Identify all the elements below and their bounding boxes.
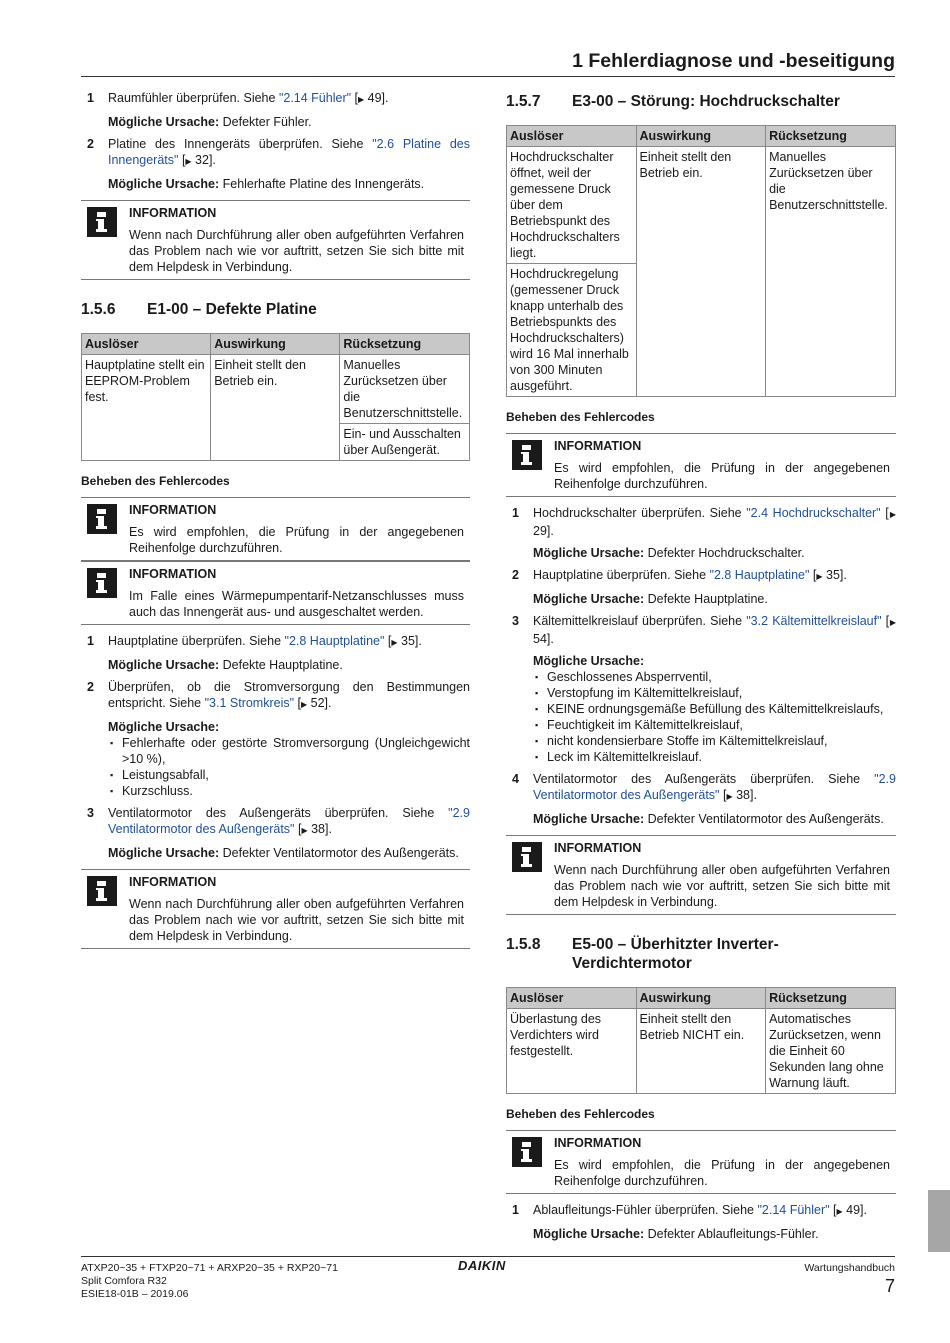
- page-ref: 35].: [822, 568, 847, 582]
- section-title: E5-00 – Überhitzter Inverter-Verdichtermotor: [572, 936, 779, 972]
- table-cell-reset: Manuelles Zurücksetzen über die Benutzerschnittstelle.: [766, 147, 896, 397]
- information-box: [506, 1130, 896, 1194]
- cross-reference-link[interactable]: "2.14 Fühler": [278, 91, 352, 105]
- information-text: Wenn nach Durchführung aller oben aufgeführten Verfahren das Problem nach wie vor auftritt, setzen Sie sich bitte mit dem Helpdesk in Verbindung.: [554, 863, 890, 909]
- step-text: Hauptplatine überprüfen. Siehe: [533, 568, 710, 582]
- page-arrow-icon: ▶: [726, 792, 733, 801]
- right-column: [506, 90, 896, 1248]
- page-ref: 49].: [364, 91, 389, 105]
- information-box: [81, 200, 470, 280]
- step-text: Hochdruckschalter überprüfen. Siehe: [533, 506, 747, 520]
- step-number: 4: [512, 772, 519, 786]
- information-box: [506, 835, 896, 915]
- list-item: ▪ Verstopfung im Kältemittelkreislauf,: [533, 685, 896, 701]
- cause-text: Defekter Ventilatormotor des Außengeräts.: [219, 846, 459, 860]
- step-number: 1: [87, 634, 94, 648]
- table-header: Auswirkung: [211, 334, 340, 355]
- cause-text: Defekter Fühler.: [219, 115, 312, 129]
- step-text: Hauptplatine überprüfen. Siehe: [108, 634, 285, 648]
- cross-reference-link[interactable]: "2.9 Ventilatormotor des Außengeräts": [108, 806, 470, 836]
- table-cell-trigger: Hochdruckschalter öffnet, weil der gemessene Druck über dem Betriebspunkt des Hochdruckschalters liegt.: [507, 147, 637, 264]
- cause-list: [533, 669, 896, 765]
- page-header-title: 1 Fehlerdiagnose und -beseitigung: [572, 50, 895, 72]
- cause-text: Defekte Hauptplatine.: [219, 658, 343, 672]
- step-text: Kältemittelkreislauf überprüfen. Siehe: [533, 614, 747, 628]
- cause-label: Mögliche Ursache:: [533, 592, 645, 606]
- step-item: 1 Hauptplatine überprüfen. Siehe "2.8 Hauptplatine" [▶ 35]. Mögliche Ursache: Defekte Hauptplatine.: [81, 633, 470, 673]
- cross-reference-link[interactable]: "2.4 Hochdruckschalter": [746, 506, 881, 520]
- list-item: ▪ Geschlossenes Absperrventil,: [533, 669, 896, 685]
- page-arrow-icon: ▶: [301, 826, 308, 835]
- cause-label: Mögliche Ursache:: [533, 812, 645, 826]
- page-number: 7: [884, 1276, 895, 1296]
- information-title: INFORMATION: [554, 841, 642, 855]
- step-item: 1 Raumfühler überprüfen. Siehe "2.14 Fühler" [▶ 49]. Mögliche Ursache: Defekter Fühler.: [81, 90, 470, 130]
- list-item: ▪ Kurzschluss.: [108, 783, 470, 799]
- information-title: INFORMATION: [129, 567, 217, 581]
- page-ref: 32].: [191, 153, 216, 167]
- step-item: 4 Ventilatormotor des Außengeräts überprüfen. Siehe "2.9 Ventilatormotor des Außengeräts" [▶ 38]. Mögliche Ursache: Defekter Ventilatormotor des Außengeräts.: [506, 771, 896, 827]
- section-number: 1.5.6: [81, 301, 116, 318]
- step-item: 1 Ablaufleitungs-Fühler überprüfen. Siehe "2.14 Fühler" [▶ 49]. Mögliche Ursache: Defekter Ablaufleitungs-Fühler.: [506, 1202, 896, 1242]
- cause-text: Defekter Hochdruckschalter.: [644, 546, 805, 560]
- cross-reference-link[interactable]: "2.6 Platine des Innengeräts": [108, 137, 470, 167]
- cause-label: Mögliche Ursache:: [108, 115, 220, 129]
- table-header: Auslöser: [507, 126, 637, 147]
- information-title: INFORMATION: [129, 206, 217, 220]
- daikin-logo: DAIKIN: [458, 1258, 506, 1273]
- table-header: Auswirkung: [636, 126, 766, 147]
- information-text: Wenn nach Durchführung aller oben aufgeführten Verfahren das Problem nach wie vor auftritt, setzen Sie sich bitte mit dem Helpdesk in Verbindung.: [129, 897, 464, 943]
- cross-reference-link[interactable]: "2.8 Hauptplatine": [709, 568, 810, 582]
- page-arrow-icon: ▶: [185, 157, 192, 166]
- page-arrow-icon: ▶: [836, 1207, 843, 1216]
- page-ref: 38].: [732, 788, 757, 802]
- page-ref: 29].: [533, 524, 554, 538]
- footer-document-info: [81, 1262, 338, 1301]
- cross-reference-link[interactable]: "2.14 Fühler": [757, 1203, 830, 1217]
- information-box: [506, 433, 896, 497]
- footer-doc-id: ESIE18-01B – 2019.06: [81, 1288, 189, 1300]
- page-arrow-icon: ▶: [301, 700, 308, 709]
- information-text: Wenn nach Durchführung aller oben aufgeführten Verfahren das Problem nach wie vor auftritt, setzen Sie sich bitte mit dem Helpdesk in Verbindung.: [129, 228, 464, 274]
- information-text: Im Falle eines Wärmepumpentarif-Netzanschlusses muss auch das Innengerät aus- und ausgeschaltet werden.: [129, 589, 464, 619]
- information-icon: [87, 568, 117, 598]
- section-number: 1.5.8: [506, 936, 541, 953]
- error-table: [506, 987, 896, 1094]
- table-cell-reset: Automatisches Zurücksetzen, wenn die Einheit 60 Sekunden lang ohne Warnung läuft.: [766, 1009, 896, 1094]
- footer-divider: [81, 1256, 895, 1257]
- cross-reference-link[interactable]: "3.2 Kältemittelkreislauf": [746, 614, 882, 628]
- table-cell-reset: Manuelles Zurücksetzen über die Benutzerschnittstelle.: [340, 355, 470, 424]
- step-item: 1 Hochdruckschalter überprüfen. Siehe "2.4 Hochdruckschalter" [▶ 29]. Mögliche Ursache: Defekter Hochdruckschalter.: [506, 505, 896, 561]
- table-header: Rücksetzung: [766, 126, 896, 147]
- section-heading: [506, 935, 896, 973]
- step-text: Ventilatormotor des Außengeräts überprüfen. Siehe: [533, 772, 875, 786]
- cause-label: Mögliche Ursache:: [533, 1227, 645, 1241]
- cause-label: Mögliche Ursache:: [533, 546, 645, 560]
- step-text: Ablaufleitungs-Fühler überprüfen. Siehe: [533, 1203, 758, 1217]
- error-table: [81, 333, 470, 461]
- table-header: Auswirkung: [636, 988, 766, 1009]
- information-icon: [512, 842, 542, 872]
- information-title: INFORMATION: [129, 503, 217, 517]
- list-item: ▪ KEINE ordnungsgemäße Befüllung des Kältemittelkreislaufs,: [533, 701, 896, 717]
- step-item: 2 Platine des Innengeräts überprüfen. Siehe "2.6 Platine des Innengeräts" [▶ 32]. Mögliche Ursache: Fehlerhafte Platine des Innengeräts.: [81, 136, 470, 192]
- table-header: Auslöser: [507, 988, 637, 1009]
- footer-models: ATXP20~35 + FTXP20~71 + ARXP20~35 + RXP20~71: [81, 1262, 338, 1274]
- information-icon: [87, 876, 117, 906]
- step-number: 1: [512, 506, 519, 520]
- page-arrow-icon: ▶: [889, 618, 896, 627]
- information-text: Es wird empfohlen, die Prüfung in der angegebenen Reihenfolge durchzuführen.: [554, 1158, 890, 1188]
- information-icon: [87, 207, 117, 237]
- table-cell-effect: Einheit stellt den Betrieb NICHT ein.: [636, 1009, 766, 1094]
- table-cell-effect: Einheit stellt den Betrieb ein.: [211, 355, 340, 461]
- step-text: Raumfühler überprüfen. Siehe: [108, 91, 279, 105]
- step-number: 2: [87, 137, 94, 151]
- section-number: 1.5.7: [506, 93, 541, 110]
- information-title: INFORMATION: [129, 875, 217, 889]
- list-item: ▪ Leistungsabfall,: [108, 767, 470, 783]
- cause-text: Fehlerhafte Platine des Innengeräts.: [219, 177, 425, 191]
- section-title: E1-00 – Defekte Platine: [147, 301, 317, 318]
- cross-reference-link[interactable]: "2.8 Hauptplatine": [284, 634, 385, 648]
- list-item: ▪ Leck im Kältemittelkreislauf.: [533, 749, 896, 765]
- information-icon: [87, 504, 117, 534]
- page-ref: 52].: [307, 696, 332, 710]
- information-text: Es wird empfohlen, die Prüfung in der angegebenen Reihenfolge durchzuführen.: [129, 525, 464, 555]
- page-arrow-icon: ▶: [358, 95, 365, 104]
- table-cell-trigger: Überlastung des Verdichters wird festgestellt.: [507, 1009, 637, 1094]
- cause-label: Mögliche Ursache:: [108, 658, 220, 672]
- cause-label: Mögliche Ursache:: [533, 654, 645, 668]
- step-item: 2 Hauptplatine überprüfen. Siehe "2.8 Hauptplatine" [▶ 35]. Mögliche Ursache: Defekte Hauptplatine.: [506, 567, 896, 607]
- cause-label: Mögliche Ursache:: [108, 177, 220, 191]
- step-item: 3 Kältemittelkreislauf überprüfen. Siehe "3.2 Kältemittelkreislauf" [▶ 54]. Mögliche Ursache: ▪ Geschlossenes Absperrventil, ▪ Verstopfung im Kältemittelkreislauf, ▪ KEINE ordnungsgemäße Befüllung des Kältemittelkreislaufs, ▪ Feuchtigkeit im Kältemittelkreislauf, ▪ nicht kondensierbare Stoffe im Kältemittelkreislauf, ▪ Leck im Kältemittelkreislauf.: [506, 613, 896, 765]
- information-icon: [512, 440, 542, 470]
- step-number: 2: [512, 568, 519, 582]
- information-icon: [512, 1137, 542, 1167]
- step-number: 3: [87, 806, 94, 820]
- information-box: [81, 561, 470, 625]
- list-item: ▪ Feuchtigkeit im Kältemittelkreislauf,: [533, 717, 896, 733]
- information-box: [81, 497, 470, 561]
- footer-manual-name: Wartungshandbuch: [804, 1262, 895, 1274]
- subheading: Beheben des Fehlercodes: [506, 410, 655, 424]
- left-column: [81, 90, 470, 957]
- step-item: 3 Ventilatormotor des Außengeräts überprüfen. Siehe "2.9 Ventilatormotor des Außengeräts" [▶ 38]. Mögliche Ursache: Defekter Ventilatormotor des Außengeräts.: [81, 805, 470, 861]
- step-text: Überprüfen, ob die Stromversorgung den Bestimmungen entspricht. Siehe: [108, 680, 470, 710]
- footer-series: Split Comfora R32: [81, 1275, 167, 1287]
- page-arrow-icon: ▶: [391, 638, 398, 647]
- cause-label: Mögliche Ursache:: [108, 846, 220, 860]
- cross-reference-link[interactable]: "3.1 Stromkreis": [204, 696, 295, 710]
- table-header: Rücksetzung: [340, 334, 470, 355]
- page-ref: 54].: [533, 632, 554, 646]
- information-title: INFORMATION: [554, 1136, 642, 1150]
- information-box: [81, 869, 470, 949]
- page-ref: 35].: [397, 634, 422, 648]
- step-text: Platine des Innengeräts überprüfen. Siehe: [108, 137, 373, 151]
- page-arrow-icon: ▶: [888, 510, 897, 519]
- cause-text: Defekte Hauptplatine.: [644, 592, 768, 606]
- step-item: 2 Überprüfen, ob die Stromversorgung den Bestimmungen entspricht. Siehe "3.1 Stromkreis" [▶ 52]. Mögliche Ursache: ▪ Fehlerhafte oder gestörte Stromversorgung (Ungleichgewicht >10 %), ▪ Leistungsabfall, ▪ Kurzschluss.: [81, 679, 470, 799]
- table-header: Auslöser: [82, 334, 211, 355]
- table-cell-reset: Ein- und Ausschalten über Außengerät.: [340, 424, 470, 461]
- step-number: 1: [87, 91, 94, 105]
- cause-text: Defekter Ablaufleitungs-Fühler.: [644, 1227, 819, 1241]
- step-number: 2: [87, 680, 94, 694]
- cause-label: Mögliche Ursache:: [108, 720, 220, 734]
- list-item: ▪ Fehlerhafte oder gestörte Stromversorgung (Ungleichgewicht >10 %),: [108, 735, 470, 767]
- subheading: Beheben des Fehlercodes: [506, 1107, 655, 1121]
- subheading: Beheben des Fehlercodes: [81, 474, 230, 488]
- cause-text: Defekter Ventilatormotor des Außengeräts.: [644, 812, 884, 826]
- list-item: ▪ nicht kondensierbare Stoffe im Kältemittelkreislauf,: [533, 733, 896, 749]
- information-title: INFORMATION: [554, 439, 642, 453]
- cause-list: [108, 735, 470, 799]
- cross-reference-link[interactable]: "2.9 Ventilatormotor des Außengeräts": [533, 772, 896, 802]
- chapter-tab: [928, 1190, 950, 1252]
- table-header: Rücksetzung: [766, 988, 896, 1009]
- header-divider: [81, 76, 895, 77]
- table-cell-trigger: Hochdruckregelung (gemessener Druck knapp unterhalb des Betriebspunkts des Hochdruckschalters) wird 16 Mal innerhalb von 300 Minuten ausgeführt.: [507, 264, 637, 397]
- page-arrow-icon: ▶: [816, 572, 823, 581]
- table-cell-trigger: Hauptplatine stellt ein EEPROM-Problem fest.: [82, 355, 211, 461]
- step-text: Ventilatormotor des Außengeräts überprüfen. Siehe: [108, 806, 449, 820]
- page-ref: 38].: [307, 822, 332, 836]
- error-table: [506, 125, 896, 397]
- step-number: 3: [512, 614, 519, 628]
- information-text: Es wird empfohlen, die Prüfung in der angegebenen Reihenfolge durchzuführen.: [554, 461, 890, 491]
- page-ref: 49].: [842, 1203, 867, 1217]
- section-title: E3-00 – Störung: Hochdruckschalter: [572, 93, 840, 110]
- section-heading: [506, 92, 896, 111]
- step-number: 1: [512, 1203, 519, 1217]
- section-heading: [81, 300, 470, 319]
- table-cell-effect: Einheit stellt den Betrieb ein.: [636, 147, 766, 397]
